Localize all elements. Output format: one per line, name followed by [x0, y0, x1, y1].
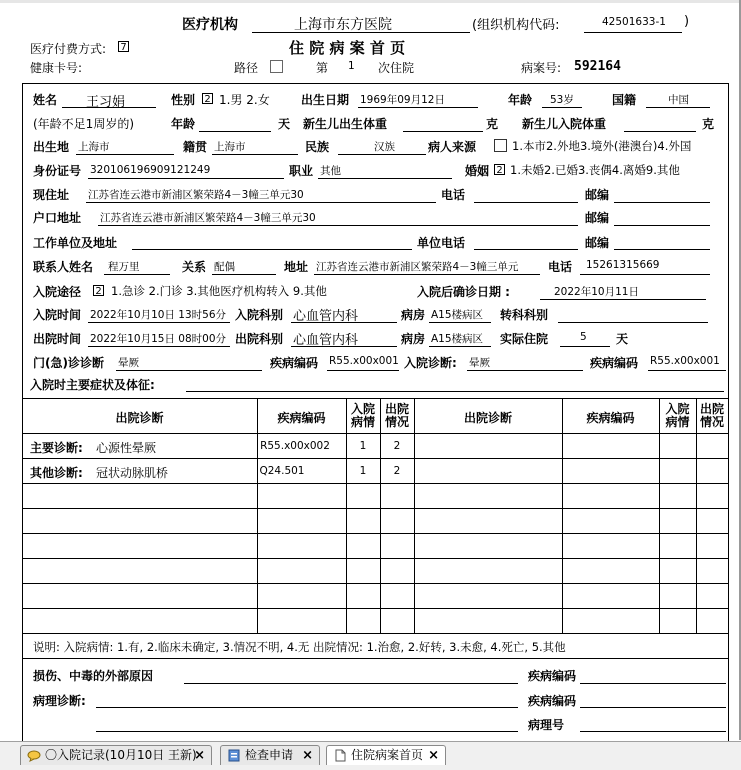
other-diag-in: 1 — [359, 465, 367, 477]
confirm-label: 入院后确诊日期 : — [417, 285, 510, 299]
er-diag: 晕厥 — [118, 357, 139, 369]
org-code-label: (组织机构代码: — [472, 18, 560, 33]
th-out-diag-right: 出院诊断 — [463, 411, 512, 425]
top-toolbar-strip — [0, 0, 741, 3]
other-diag-code: Q24.501 — [259, 465, 305, 477]
chat-bubble-icon — [27, 749, 41, 762]
er-diag-label: 门(急)诊诊断 — [33, 356, 104, 370]
ethnic: 汉族 — [374, 141, 395, 153]
infant-age-label: 年龄 — [171, 117, 196, 131]
page-title: 住 院 病 案 首 页 — [289, 39, 406, 57]
legend-note: 说明: 入院病情: 1.有, 2.临床未确定, 3.情况不明, 4.无 出院情况: 1.治愈, 2.好转, 3.未愈, 4.死亡, 5.其他 — [33, 640, 566, 654]
marriage-label: 婚姻 — [465, 164, 490, 178]
relation: 配偶 — [214, 261, 235, 273]
close-icon[interactable]: × — [302, 748, 313, 763]
main-diag-label: 主要诊断: — [30, 441, 83, 455]
patho-label: 病理诊断: — [33, 694, 86, 708]
route-options: 1.急诊 2.门诊 3.其他医疗机构转入 9.其他 — [111, 284, 327, 298]
org-name: 上海市东方医院 — [294, 17, 392, 33]
th-out-diag-left: 出院诊断 — [115, 411, 164, 425]
gram-unit-1: 克 — [486, 117, 499, 131]
ethnic-label: 民族 — [305, 140, 330, 154]
visit-prefix: 第 — [316, 61, 329, 75]
pay-method-box[interactable]: 7 — [118, 41, 129, 52]
source-checkbox[interactable] — [494, 139, 507, 152]
in-diag-label: 入院诊断: — [404, 356, 457, 370]
marriage-box[interactable]: 2 — [494, 164, 505, 175]
name-label: 姓名 — [33, 93, 58, 107]
case-no-label: 病案号: — [521, 61, 562, 75]
in-diag: 晕厥 — [469, 357, 490, 369]
birth-date: 1969年09月12日 — [360, 94, 445, 106]
confirm-date: 2022年10月11日 — [554, 286, 639, 298]
health-card-label: 健康卡号: — [30, 61, 83, 75]
th-in-right-1: 入院 — [665, 402, 690, 416]
close-icon[interactable]: × — [194, 748, 205, 763]
days-unit: 天 — [616, 332, 629, 346]
case-no: 592164 — [574, 59, 621, 74]
ward-label-2: 病房 — [401, 332, 426, 346]
main-diag-in: 1 — [359, 440, 367, 452]
source-label: 病人来源 — [428, 140, 477, 154]
visit-suffix: 次住院 — [378, 61, 415, 75]
job: 其他 — [320, 165, 341, 177]
nation-label: 国籍 — [612, 93, 637, 107]
th-code-left: 疾病编码 — [277, 411, 326, 425]
th-out-right-2: 情况 — [699, 415, 724, 429]
contact-phone: 15261315669 — [586, 259, 660, 271]
in-code-label: 疾病编码 — [590, 356, 639, 370]
er-code-label: 疾病编码 — [270, 356, 319, 370]
birth-label: 出生日期 — [301, 93, 350, 107]
tab-admission-record-label: 〇入院记录(10月10日 王新) — [45, 748, 197, 762]
contact-name: 程万里 — [108, 261, 140, 273]
th-in-right-2: 病情 — [665, 415, 690, 429]
newborn-weight-label: 新生儿出生体重 — [303, 117, 388, 131]
newborn-admit-weight-label: 新生儿入院体重 — [522, 117, 607, 131]
postcode-label-2: 邮编 — [585, 211, 610, 225]
contact-phone-label: 电话 — [548, 260, 573, 274]
native-label: 籍贯 — [183, 140, 208, 154]
age: 53岁 — [550, 94, 574, 106]
in-dept: 心血管内科 — [293, 309, 359, 324]
contact-label: 联系人姓名 — [33, 260, 94, 274]
th-out-right-1: 出院 — [699, 402, 724, 416]
main-diag-out: 2 — [393, 440, 401, 452]
phone-label: 电话 — [441, 188, 466, 202]
th-code-right: 疾病编码 — [586, 411, 635, 425]
ward-2: A15楼病区 — [431, 333, 484, 345]
marriage-options: 1.未婚2.已婚3.丧偶4.离婚9.其他 — [510, 163, 680, 177]
visit-no: 1 — [348, 60, 355, 72]
patient-name: 王习娟 — [86, 95, 126, 110]
other-diag-out: 2 — [393, 465, 401, 477]
birthplace-label: 出生地 — [33, 140, 70, 154]
days: 5 — [580, 331, 587, 343]
in-dept-label: 入院科别 — [235, 308, 284, 322]
pay-method-label: 医疗付费方式: — [30, 42, 107, 56]
org-label: 医疗机构 — [182, 17, 238, 33]
th-out-left-2: 情况 — [384, 415, 409, 429]
days-label: 实际住院 — [500, 332, 549, 346]
route-box[interactable]: 2 — [93, 285, 104, 296]
in-code: R55.x00x001 — [650, 355, 720, 367]
er-code: R55.x00x001 — [329, 355, 399, 367]
out-time: 2022年10月15日 08时00分 — [90, 333, 227, 345]
main-diag-value: 心源性晕厥 — [96, 441, 157, 455]
contact-address: 江苏省连云港市新浦区繁荣路4－3幢三单元 — [316, 261, 519, 273]
route-label: 入院途径 — [33, 285, 82, 299]
symptom-label: 入院时主要症状及体征: — [30, 378, 155, 392]
th-out-left-1: 出院 — [384, 402, 409, 416]
path-checkbox[interactable] — [270, 60, 283, 73]
native-place: 上海市 — [214, 141, 246, 153]
postcode-label: 邮编 — [585, 188, 610, 202]
birthplace: 上海市 — [78, 141, 110, 153]
in-time-label: 入院时间 — [33, 308, 82, 322]
close-icon[interactable]: × — [428, 748, 439, 763]
th-in-left-1: 入院 — [350, 402, 375, 416]
contact-address-label: 地址 — [284, 260, 309, 274]
sex-label: 性别 — [171, 93, 196, 107]
other-diag-value: 冠状动脉肌桥 — [96, 466, 169, 480]
th-in-left-2: 病情 — [350, 415, 375, 429]
transfer-label: 转科科别 — [500, 308, 549, 322]
injury-code-label: 疾病编码 — [528, 669, 577, 683]
out-dept-label: 出院科别 — [235, 332, 284, 346]
ward-label: 病房 — [401, 308, 426, 322]
org-code-close: ) — [684, 14, 690, 29]
org-code: 42501633-1 — [602, 16, 666, 28]
out-time-label: 出院时间 — [33, 332, 82, 346]
work-label: 工作单位及地址 — [33, 236, 118, 250]
hukou-label: 户口地址 — [33, 211, 82, 225]
main-diag-code: R55.x00x002 — [260, 440, 330, 452]
tab-case-front-page[interactable] — [326, 745, 446, 765]
tab-case-front-page-label: 住院病案首页 — [351, 748, 424, 762]
relation-label: 关系 — [182, 260, 207, 274]
postcode-label-3: 邮编 — [585, 236, 610, 250]
patho-code-label: 疾病编码 — [528, 694, 577, 708]
table-top-border — [22, 398, 728, 399]
tab-admission-record[interactable] — [20, 745, 212, 765]
source-options: 1.本市2.外地3.境外(港澳台)4.外国 — [512, 139, 692, 153]
sex-options: 1.男 2.女 — [219, 93, 270, 107]
injury-label: 损伤、中毒的外部原因 — [33, 669, 154, 683]
age-label: 年龄 — [508, 93, 533, 107]
other-diag-label: 其他诊断: — [30, 466, 83, 480]
hukou-address: 江苏省连云港市新浦区繁荣路4－3幢三单元30 — [100, 212, 316, 224]
out-dept: 心血管内科 — [293, 333, 359, 348]
tab-exam-request[interactable] — [220, 745, 320, 765]
in-time: 2022年10月10日 13时56分 — [90, 309, 227, 321]
sex-box[interactable]: 2 — [202, 93, 213, 104]
gram-unit-2: 克 — [702, 117, 715, 131]
tab-exam-request-label: 检查申请 — [245, 748, 294, 762]
clipboard-icon — [227, 749, 241, 762]
id-number: 320106196909121249 — [90, 164, 211, 176]
ward: A15楼病区 — [431, 309, 484, 321]
document-icon — [333, 749, 347, 762]
patho-no-label: 病理号 — [528, 718, 565, 732]
address: 江苏省连云港市新浦区繁荣路4－3幢三单元30 — [88, 189, 304, 201]
path-label: 路径 — [234, 61, 259, 75]
nation: 中国 — [668, 94, 689, 106]
day-unit: 天 — [278, 117, 291, 131]
work-phone-label: 单位电话 — [417, 236, 466, 250]
id-label: 身份证号 — [33, 164, 82, 178]
job-label: 职业 — [289, 164, 314, 178]
infant-note: (年龄不足1周岁的) — [33, 117, 134, 131]
address-label: 现住址 — [33, 188, 70, 202]
